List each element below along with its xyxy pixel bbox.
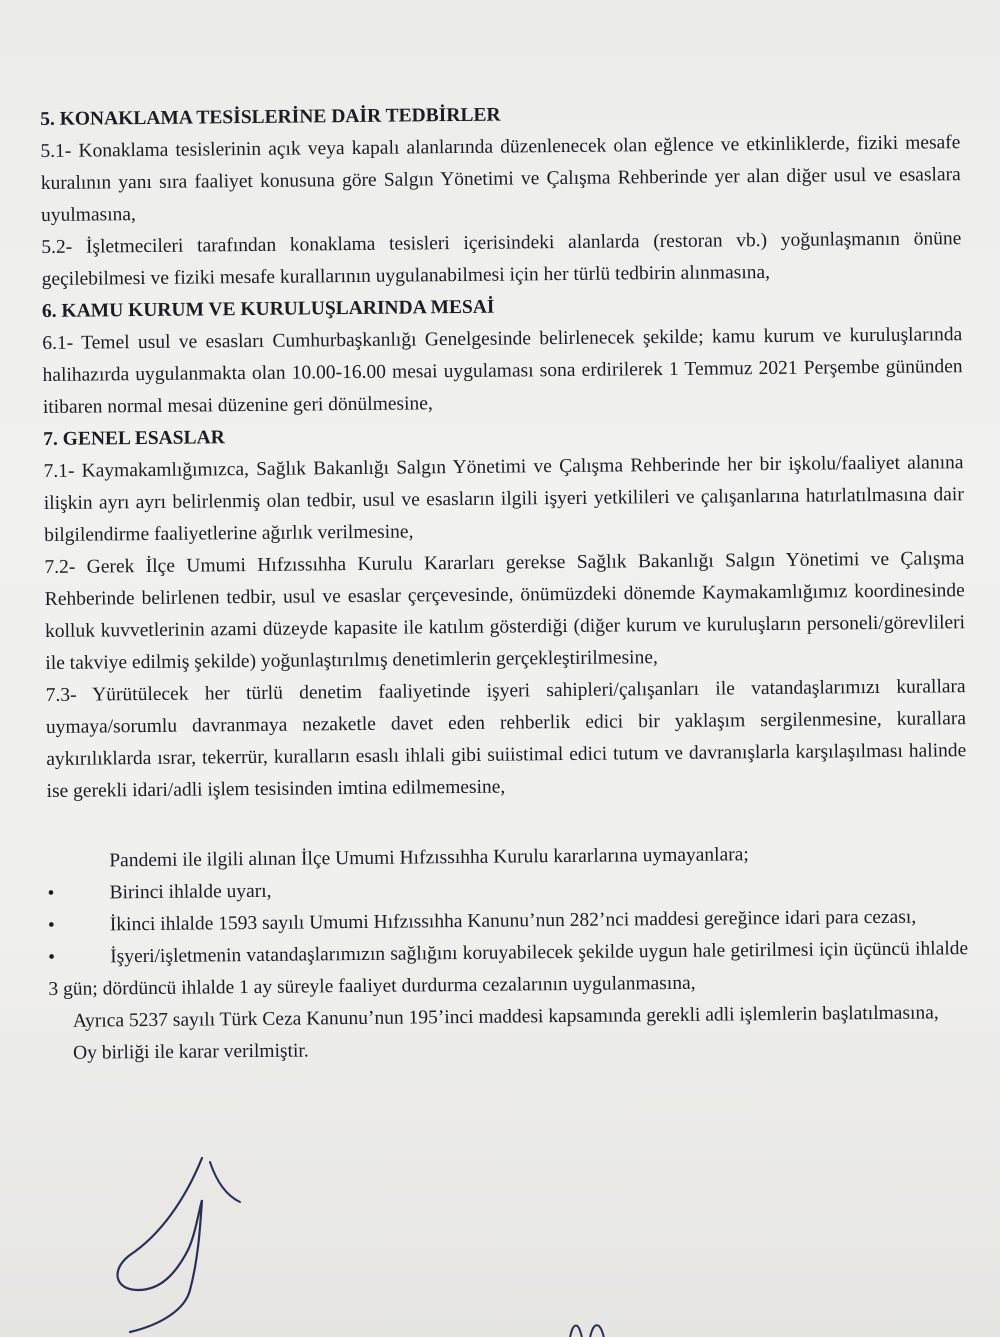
section-5-2: 5.2- İşletmecileri tarafından konaklama tesisleri içerisindeki alanlarda (restoran vb.) yoğunlaşmanın önüne geçilebilmesi ve fiziki mesafe kurallarının uygulanabilmesi için her türlü tedbirin alınmasına, [41,228,962,290]
bullet-dot-icon: • [47,882,55,904]
penalty-item-text: İşyeri/işletmenin vatandaşlarımızın sağlığını koruyabilecek şekilde uygun hale getirilmesi için üçüncü ihlalde 3 gün; dördüncü ihlalde 1 ay süreyle faaliyet durdurma cezalarının uygulanmasına, [48,938,969,1000]
penalties-intro: Pandemi ile ilgili alınan İlçe Umumi Hıfzıssıhha Kurulu kararlarına uymayanlara; [109,844,749,872]
section-6-1: 6.1- Temel usul ve esasları Cumhurbaşkanlığı Genelgesinde belirlenecek şekilde; kamu kurum ve kuruluşlarında halihazırda uygulanmakta olan 10.00-16.00 mesai uygulaması sona erdirilerek 1 Temmuz 2021 Perşembe gününden itibaren normal mesai düzenine geri dönülmesine, [42,324,963,418]
section-7-heading: 7. GENEL ESASLAR [43,427,225,450]
document-body [40,95,969,1070]
section-5-1: 5.1- Konaklama tesislerinin açık veya kapalı alanlarında düzenlenecek olan eğlence ve etkinliklerde, fiziki mesafe kuralının yanı sıra faaliyet konusuna göre Salgın Yönetimi ve Çalışma Rehberinde yer alan diğer usul ve esaslara uyulmasına, [40,132,961,226]
section-5-heading: 5. KONAKLAMA TESİSLERİNE DAİR TEDBİRLER [40,104,501,130]
section-7-2: 7.2- Gerek İlçe Umumi Hıfzıssıhha Kurulu Kararları gerekse Sağlık Bakanlığı Salgın Yönetimi ve Çalışma Rehberinde belirlenen tedbir, usul ve esaslar çerçevesinde, önümüzdeki dönemde Kaymakamlığımız koordinesinde kolluk kuvvetlerinin azami düzeyde kapasite ile katılım gösterdiği (diğer kurum ve kuruluşların personeli/görevlileri ile takviye edilmiş şekilde) yoğunlaştırılmış denetimlerin gerçekleştirilmesine, [44,548,966,674]
ink-mark-icon [560,1300,630,1337]
bullet-dot-icon: • [47,914,55,936]
section-7-1: 7.1- Kaymakamlığımızca, Sağlık Bakanlığı Salgın Yönetimi ve Çalışma Rehberinde her bir işkolu/faaliyet alanına ilişkin ayrı ayrı belirlenmiş olan tedbir, usul ve esasların ilgili işyeri yetkilileri ve çalışanlarına hatırlatılmasına dair bilgilendirme faaliyetlerine ağırlık verilmesine, [43,452,964,546]
handwritten-signature-icon [90,1140,260,1337]
penalty-item-text: İkinci ihlalde 1593 sayılı Umumi Hıfzıssıhha Kanunu’nun 282’nci maddesi gereğince idari para cezası, [109,906,917,936]
bullet-dot-icon: • [48,946,56,968]
closing-paragraph: Ayrıca 5237 sayılı Türk Ceza Kanunu’nun 195’inci maddesi kapsamında gerekli adli işlemlerin başlatılmasına, [72,1002,939,1032]
section-7-3: 7.3- Yürütülecek her türlü denetim faaliyetinde işyeri sahipleri/çalışanları ile vatandaşlarımızı kurallara uymaya/sorumlu davranmaya nezaketle davet eden rehberlik edici bir yaklaşım sergilenmesine, kurallara aykırılıklarda ısrar, tekerrür, kuralların esaslı ihlali gibi suiistimal edici tutum ve davranışlarla karşılaşılması halinde ise gerekli idari/adli işlem tesisinden imtina edilmemesine, [45,676,967,802]
penalty-item-text: Birinci ihlalde uyarı, [109,880,272,904]
penalty-item-3 [48,933,969,1006]
section-6-heading: 6. KAMU KURUM VE KURULUŞLARINDA MESAİ [41,296,495,322]
closing-decision: Oy birliği ile karar verilmiştir. [73,1040,309,1064]
